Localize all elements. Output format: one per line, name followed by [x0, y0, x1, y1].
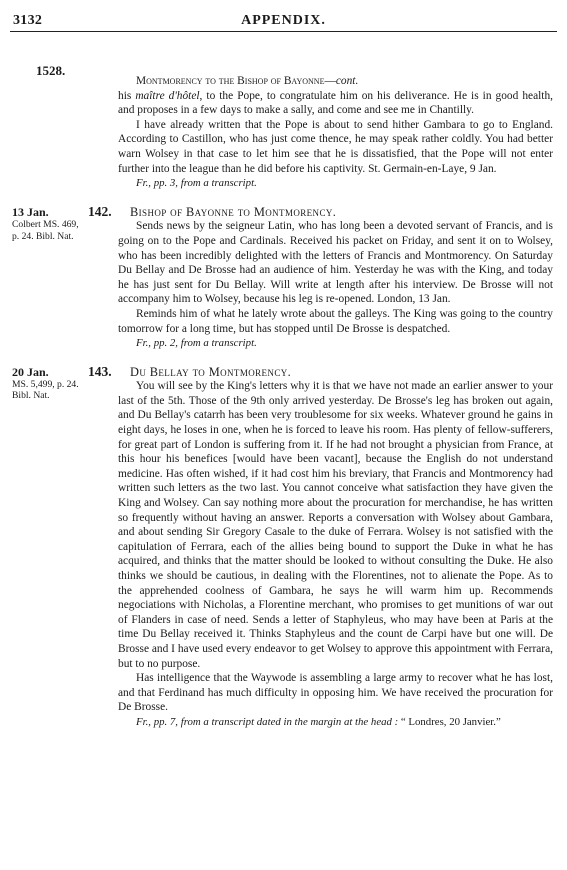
running-head: APPENDIX.: [241, 13, 326, 28]
entry-142-note: Fr., pp. 2, from a transcript.: [136, 337, 257, 350]
header-rule: [10, 31, 557, 32]
entry-142-head: [88, 203, 553, 220]
entry-continued: [118, 74, 553, 191]
entry-142-ref: Colbert MS. 469, p. 24. Bibl. Nat.: [12, 218, 79, 242]
continued-para-1: his maître d'hôtel, to the Pope, to congratulate him on his deliverance. He is in good health, and proposes in a few days to make a sally, and come and see me in Chantilly.: [118, 89, 553, 117]
entry-142-para-2: Reminds him of what he lately wrote about the galleys. The King was going to the country tomorrow for a long time, but has stopped until De Brosse is despatched.: [118, 307, 553, 335]
entry-143-date: 20 Jan.: [12, 364, 49, 379]
page-number: 3132: [13, 13, 43, 28]
continued-heading: Montmorency to the Bishop of Bayonne—cont.: [136, 75, 359, 87]
continued-para-2: I have already written that the Pope is about to send hither Gambara to go to England. According to Castillon, who has just come thence, he may speak rather coldly. You had better warn Wolsey in that case to let him see that he is dissatisfied, that the Pope will not enter further into the league than he did before his captivity. St. Germain-en-Laye, 9 Jan.: [118, 118, 553, 175]
entry-143-head: [88, 363, 553, 380]
entry-143-para-2: Has intelligence that the Waywode is assembling a large army to recover what he has lost, and that Ferdinand has much difficulty in opposing him. We have received the procuration for De Brosse.: [118, 672, 553, 714]
entry-143-ref: MS. 5,499, p. 24. Bibl. Nat.: [12, 378, 79, 402]
entry-142-title: Bishop of Bayonne to Montmorency.: [130, 204, 337, 219]
entry-143-title: Du Bellay to Montmorency.: [130, 364, 292, 379]
entry-142-margin: [12, 205, 88, 243]
margin-year: 1528.: [36, 63, 66, 78]
entry-142-date: 13 Jan.: [12, 204, 49, 219]
entry-143-number: 143.: [88, 363, 112, 379]
entry-143: [12, 363, 553, 730]
entry-143-para-1: You will see by the King's letters why it is that we have not made an earlier answer to your last of the 5th. Those of the 9th only arrived yesterday. De Brosse's leg has broken out again, and Du Bellay's catarrh has been very troublesome for six weeks. Whatever ground he gains in eight days, he loses in one, when he is forced to leave his room. Has plenty of fellow-sufferers, for great part of London is suffering from it. If he had not brought a physician from France, at this hour his benefices [would have been vacant], because the English do not understand medicine. Has often wished, if it had cost him his breviary, that Francis and Montmorency had written such letters as the two last. You cannot conceive what satisfaction they have given the King and Wolsey. Can say nothing more about the procuration for merchandise, he has written so frequently without having an answer. Reports a conversation with Wolsey about Gambara, and about sending Sir Gregory Casale to the duke of Ferrara. Wolsey is not satisfied with the capitulation of Ferrara, each of the allies being bound to support the Duke in what he has acquired, and thinks that the matter should be looked to without consulting the Duke. He also thinks we should be cautious, in dealing with the Florentines, not to alienate the Pope. As to the apprehended coolness of Gambara, he says he will warm him up. Recommends negociations with Nicholas, a Florentine merchant, who promises to get munitions of war out of Flanders in case of need. Sends a letter of Staphyleus, who may have been at Paris at the time Du Bellay received it. Thinks Staphyleus and the count de Carpi have but one will. De Brosse and I have used every endeavor to get Wolsey to approve this appointment with Ferrara, but to no purpose.: [118, 380, 553, 670]
entry-142-number: 142.: [88, 203, 112, 219]
page-header: [0, 0, 567, 40]
page-body: [12, 74, 553, 730]
entry-143-note: Fr., pp. 7, from a transcript dated in the margin at the head : “ Londres, 20 Janvier.”: [136, 715, 501, 728]
entry-143-margin: [12, 365, 88, 403]
continued-note: Fr., pp. 3, from a transcript.: [136, 177, 257, 190]
entry-142: [12, 203, 553, 351]
entry-142-para-1: Sends news by the seigneur Latin, who has long been a devoted servant of Francis, and is going on to the Pope and Cardinals. Received his packet on Friday, and sent it on to Wolsey, who has been incredibly delighted with the letters of Francis and Montmorency. On Saturday Du Bellay and De Brosse had an audience of him. Yesterday he was with the King, and today he has just sent for Du Bellay. Will write at length after his interview. De Brosse will not accompany him to Wolsey, because his leg is re-opened. London, 13 Jan.: [118, 220, 553, 306]
